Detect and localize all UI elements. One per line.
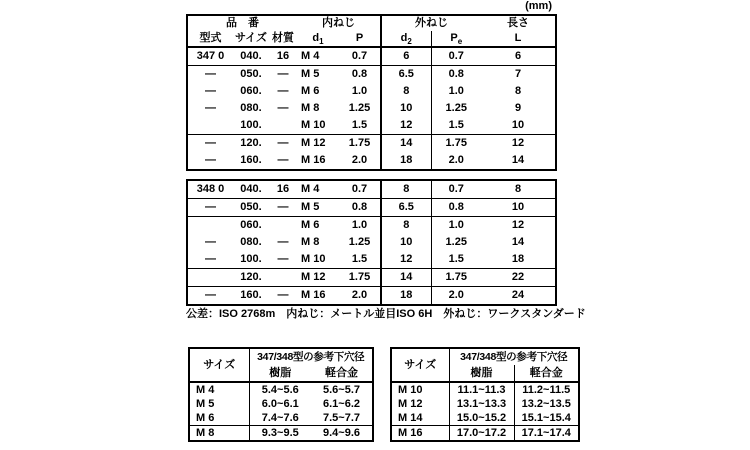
table-cell: 6 <box>481 47 556 66</box>
table-cell: 1.0 <box>431 83 481 100</box>
table-cell: — <box>277 85 289 97</box>
table-row <box>189 411 373 426</box>
table-row <box>187 152 556 170</box>
table-cell: 8 <box>381 83 431 100</box>
table-cell: — <box>205 289 216 301</box>
table-cell: M 4 <box>196 383 215 396</box>
material-column-header: 材質 <box>269 31 297 47</box>
table-cell: 10 <box>381 234 431 251</box>
table-cell: 0.7 <box>431 180 481 199</box>
table-cell: — <box>269 199 297 217</box>
table-row <box>187 217 556 235</box>
table-row <box>187 180 556 199</box>
table-cell: 100. <box>233 117 269 135</box>
table-cell: 17.1~17.4 <box>514 426 579 442</box>
table-cell: M 10 <box>398 383 423 396</box>
table-cell: M 6 <box>301 219 320 231</box>
table-cell: — <box>277 154 289 166</box>
p-column-header: P <box>339 31 381 47</box>
table-cell: M 8 <box>301 236 320 248</box>
table-cell: 160. <box>240 154 262 166</box>
tolerance-footnote: 公差：ISO 2768m 内ねじ：メートル並目ISO 6H 外ねじ：ワークスタンダード <box>186 308 586 320</box>
table-cell: 8 <box>381 180 431 199</box>
table-cell <box>187 117 233 135</box>
table-cell: 18 <box>381 152 431 170</box>
table-cell: 7.5~7.7 <box>311 411 373 426</box>
table-cell: 1.25 <box>431 234 481 251</box>
table-cell: 10 <box>481 199 556 217</box>
table-cell: M 5 <box>196 397 215 410</box>
table-cell: — <box>269 251 297 269</box>
column-header-row <box>187 31 556 47</box>
table-cell: 14 <box>511 154 525 166</box>
spec-table-347 <box>186 14 557 171</box>
table-cell: 1.5 <box>339 117 381 135</box>
pilot-hole-table-small-sizes <box>188 347 374 442</box>
table-cell: M 6 <box>189 411 249 426</box>
table-cell: 7 <box>514 68 522 80</box>
table-cell: 14 <box>511 236 525 248</box>
table-cell: — <box>277 68 289 80</box>
table-cell: 1.0 <box>431 217 481 235</box>
table-cell: 120. <box>233 269 269 287</box>
table-row <box>391 411 579 426</box>
table-cell: 8 <box>514 85 522 97</box>
table-row <box>187 83 556 100</box>
pilot-title-row <box>391 348 579 365</box>
table-cell: M 5 <box>301 68 320 80</box>
table-cell: 347 0 <box>187 47 233 66</box>
table-cell: 348 0 <box>187 180 233 199</box>
table-cell: M 10 <box>297 117 339 135</box>
pilot-hole-table-large-sizes <box>390 347 580 442</box>
table-cell: 18 <box>381 287 431 306</box>
pilot-table-title: 347/348型の参考下穴径 <box>257 350 365 363</box>
table-row <box>189 382 373 397</box>
table-cell: M 6 <box>301 85 320 97</box>
table-cell: 080. <box>240 102 262 114</box>
table-cell: 060. <box>240 85 262 97</box>
table-cell: 14 <box>381 269 431 287</box>
table-cell <box>269 217 297 235</box>
table-cell: 9.3~9.5 <box>249 426 311 442</box>
table-row <box>187 287 556 306</box>
table-cell: — <box>187 251 233 269</box>
table-row <box>187 251 556 269</box>
unit-label: (mm) <box>525 0 552 12</box>
table-cell: 12 <box>381 117 431 135</box>
table-cell: 040. <box>233 180 269 199</box>
table-cell: 13.2~13.5 <box>514 397 579 411</box>
table-cell: 2.0 <box>431 152 481 170</box>
pilot-size-header: サイズ <box>391 348 449 382</box>
table-cell: 16 <box>269 180 297 199</box>
table-cell: 1.25 <box>348 236 371 248</box>
table-cell: 060. <box>240 219 262 231</box>
table-cell: 10 <box>481 117 556 135</box>
table-cell: 1.0 <box>351 219 368 231</box>
table-cell: 080. <box>240 236 262 248</box>
table-cell: 8 <box>381 217 431 235</box>
table-cell: 050. <box>233 199 269 217</box>
table-cell: 1.75 <box>431 269 481 287</box>
table-cell: — <box>277 236 289 248</box>
size-column-header: サイズ <box>233 31 269 47</box>
table-row <box>187 117 556 135</box>
table-row <box>391 382 579 397</box>
table-cell: 6.5 <box>381 199 431 217</box>
table-row <box>187 47 556 66</box>
table-cell: 1.75 <box>348 137 371 149</box>
length-group-header: 長さ <box>507 17 530 29</box>
table-row <box>187 269 556 287</box>
d2-column-header: $d_2$ <box>381 31 431 47</box>
table-cell: 120. <box>240 137 262 149</box>
part-number-group-header: 品 番 <box>226 17 259 29</box>
table-cell: M 14 <box>391 411 449 426</box>
table-cell: 5.6~5.7 <box>323 383 361 396</box>
table-cell: M 8 <box>301 102 320 114</box>
table-cell: 8 <box>481 180 556 199</box>
resin-column-header: 樹脂 <box>449 365 514 382</box>
table-row <box>189 397 373 411</box>
table-cell: 1.5 <box>431 251 481 269</box>
table-cell: 10 <box>381 100 431 117</box>
table-cell: 2.0 <box>351 154 368 166</box>
table-cell: 11.1~11.3 <box>449 382 514 397</box>
table-cell: 050. <box>240 68 262 80</box>
table-cell <box>269 269 297 287</box>
table-cell: 0.7 <box>339 47 381 66</box>
table-cell: — <box>205 154 216 166</box>
table-cell: 12 <box>381 251 431 269</box>
pilot-table-title: 347/348型の参考下穴径 <box>460 350 568 363</box>
table-cell: 14 <box>381 135 431 153</box>
internal-thread-group-header: 内ねじ <box>322 17 356 29</box>
table-cell: M 16 <box>398 426 423 439</box>
table-cell: 0.8 <box>351 68 368 80</box>
table-cell: 040. <box>233 47 269 66</box>
table-cell: M 8 <box>196 426 215 439</box>
table-cell: — <box>205 137 216 149</box>
table-cell: — <box>277 137 289 149</box>
table-row <box>187 234 556 251</box>
table-cell: 100. <box>233 251 269 269</box>
model-column-header: 型式 <box>187 31 233 47</box>
pe-column-header: $P_e$ <box>431 31 481 47</box>
table-cell: 22 <box>481 269 556 287</box>
table-cell: 1.75 <box>339 269 381 287</box>
table-cell: 12 <box>511 137 525 149</box>
table-cell: M 4 <box>297 180 339 199</box>
table-cell: — <box>205 236 216 248</box>
table-cell: 15.0~15.2 <box>449 411 514 426</box>
table-row <box>187 135 556 153</box>
table-cell: M 5 <box>297 199 339 217</box>
external-thread-group-header: 外ねじ <box>381 15 481 31</box>
table-cell: 9 <box>514 102 522 114</box>
table-cell: 1.75 <box>431 135 481 153</box>
table-cell <box>187 217 233 235</box>
table-cell: 0.7 <box>431 47 481 66</box>
table-row <box>187 100 556 117</box>
table-cell: M 12 <box>297 269 339 287</box>
table-cell: 13.1~13.3 <box>449 397 514 411</box>
table-cell: M 12 <box>301 137 326 149</box>
table-cell: 1.0 <box>351 85 368 97</box>
table-row <box>391 397 579 411</box>
table-cell: 0.8 <box>431 66 481 84</box>
l-column-header: L <box>481 31 556 47</box>
table-cell: M 12 <box>398 397 423 410</box>
table-row <box>391 426 579 442</box>
table-cell: — <box>277 289 289 301</box>
table-cell: — <box>277 102 289 114</box>
table-cell: 6.0~6.1 <box>249 397 311 411</box>
table-cell: 1.25 <box>431 100 481 117</box>
light-alloy-column-header: 軽合金 <box>514 365 579 382</box>
table-cell: 9.4~9.6 <box>323 426 361 439</box>
table-cell: 1.25 <box>348 102 371 114</box>
pilot-title-row <box>189 348 373 365</box>
table-cell: M 4 <box>297 47 339 66</box>
table-cell: 12 <box>511 219 525 231</box>
table-cell: 2.0 <box>431 287 481 306</box>
table-cell: — <box>187 199 233 217</box>
table-cell: 1.5 <box>431 117 481 135</box>
table-cell: 11.2~11.5 <box>514 382 579 397</box>
table-cell: 6.5 <box>381 66 431 84</box>
table-cell: 160. <box>240 289 262 301</box>
table-cell: 5.4~5.6 <box>249 382 311 397</box>
table-cell: M 16 <box>301 154 326 166</box>
table-cell: — <box>205 68 216 80</box>
group-header-row <box>187 15 556 31</box>
d1-column-header: $d_1$ <box>297 31 339 47</box>
table-cell: M 16 <box>301 289 326 301</box>
table-cell: 18 <box>481 251 556 269</box>
table-cell: M 10 <box>297 251 339 269</box>
table-cell: — <box>205 102 216 114</box>
table-cell: 0.8 <box>339 199 381 217</box>
table-row <box>187 199 556 217</box>
table-cell <box>187 269 233 287</box>
table-cell <box>269 117 297 135</box>
table-cell: 0.8 <box>431 199 481 217</box>
table-cell: 2.0 <box>351 289 368 301</box>
spec-table-348 <box>186 179 557 306</box>
table-cell: 16 <box>269 47 297 66</box>
table-cell: 24 <box>511 289 525 301</box>
table-row <box>187 66 556 84</box>
table-cell: 6 <box>381 47 431 66</box>
table-cell: 1.5 <box>339 251 381 269</box>
table-row <box>189 426 373 442</box>
table-cell: 15.1~15.4 <box>514 411 579 426</box>
table-cell: 17.0~17.2 <box>449 426 514 442</box>
table-cell: 7.4~7.6 <box>249 411 311 426</box>
pilot-size-header: サイズ <box>189 348 249 382</box>
table-cell: 0.7 <box>339 180 381 199</box>
resin-column-header: 樹脂 <box>249 365 311 382</box>
table-cell: — <box>205 85 216 97</box>
light-alloy-column-header: 軽合金 <box>311 365 373 382</box>
table-cell: 6.1~6.2 <box>323 397 361 410</box>
